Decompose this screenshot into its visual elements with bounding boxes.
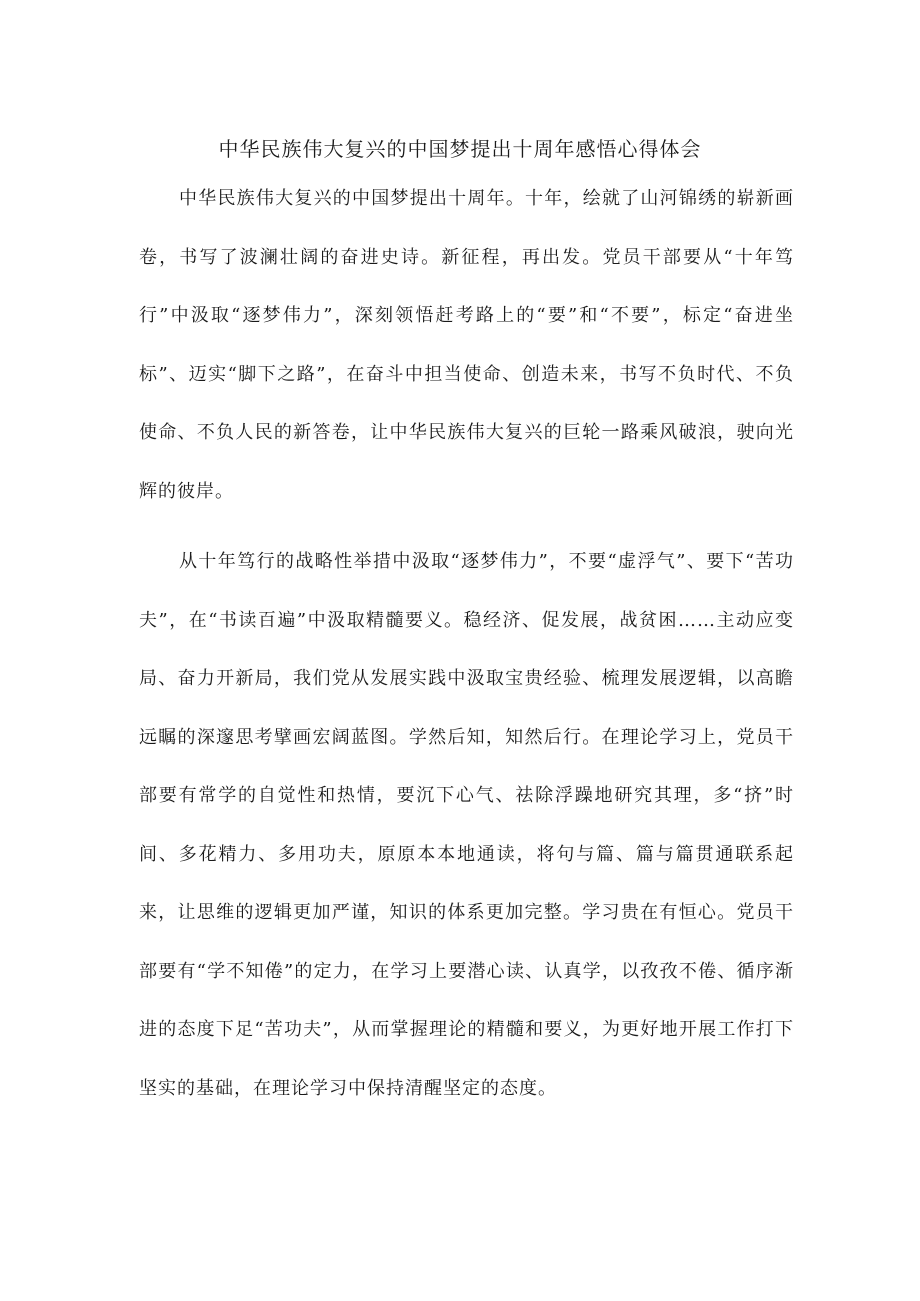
paragraph-2: 从十年笃行的战略性举措中汲取“逐梦伟力”，不要“虚浮气”、要下“苦功夫”，在“书读百遍”中汲取精髓要义。稳经济、促发展，战贫困……主动应变局、奋力开新局，我们党从发展实践中汲取宝贵经验、梳理发展逻辑，以高瞻远瞩的深邃思考擘画宏阔蓝图。学然后知，知然后行。在理论学习上，党员干部要有常学的自觉性和热情，要沉下心气、祛除浮躁地研究其理，多“挤”时间、多花精力、多用功夫，原原本本地通读，将句与篇、篇与篇贯通联系起来，让思维的逻辑更加严谨，知识的体系更加完整。学习贵在有恒心。党员干部要有“学不知倦”的定力，在学习上要潜心读、认真学，以孜孜不倦、循序渐进的态度下足“苦功夫”，从而掌握理论的精髓和要义，为更好地开展工作打下坚实的基础，在理论学习中保持清醒坚定的态度。 xyxy=(139,551,794,1099)
paragraph-1: 中华民族伟大复兴的中国梦提出十周年。十年，绘就了山河锦绣的崭新画卷，书写了波澜壮阔的奋进史诗。新征程，再出发。党员干部要从“十年笃行”中汲取“逐梦伟力”，深刻领悟赶考路上的“要”和“不要”，标定“奋进坐标”、迈实“脚下之路”，在奋斗中担当使命、创造未来，书写不负时代、不负使命、不负人民的新答卷，让中华民族伟大复兴的巨轮一路乘风破浪，驶向光辉的彼岸。 xyxy=(139,188,794,502)
document-title: 中华民族伟大复兴的中国梦提出十周年感悟心得体会 xyxy=(218,137,702,161)
